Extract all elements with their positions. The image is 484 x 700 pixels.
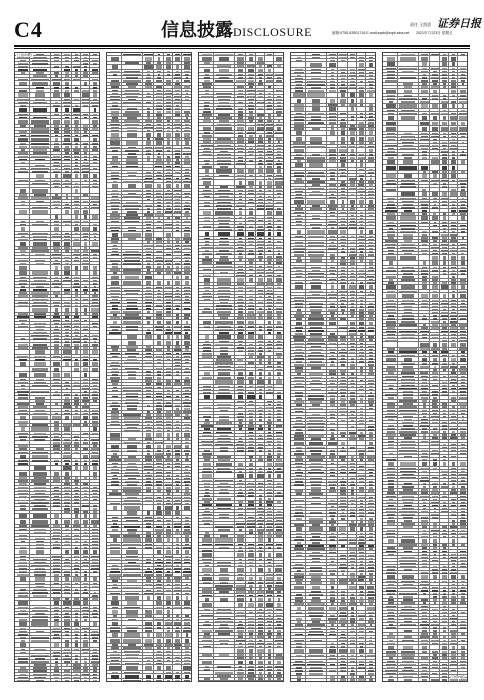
table-column-5	[382, 52, 468, 682]
table-column-2	[106, 52, 192, 682]
masthead-rule	[14, 45, 470, 47]
table-rows	[199, 53, 283, 682]
table-row	[15, 679, 99, 682]
issue-date: 2021年7月23日 星期五	[416, 31, 453, 35]
section-title-en: DISCLOSURE	[233, 25, 313, 39]
paper-logo: 证券日报	[437, 17, 481, 30]
table-rows	[291, 53, 375, 682]
table-column-1	[14, 52, 100, 682]
disclosure-tables	[14, 52, 470, 682]
continuation-note: (下转C5版)	[450, 675, 465, 679]
masthead	[14, 17, 481, 44]
table-rows	[15, 53, 99, 682]
table-row	[199, 681, 283, 682]
table-row	[291, 679, 375, 682]
contact-info: 邮箱:0755-83501716 E-mail:zqsb@zqrb.sina.net	[332, 31, 410, 35]
table-row	[107, 679, 191, 682]
table-column-4	[290, 52, 376, 682]
continuation-note: (上接C3版)	[17, 53, 32, 57]
section-title-cn: 信息披露	[161, 20, 233, 41]
section-title	[161, 20, 312, 43]
table-column-3	[198, 52, 284, 682]
masthead-rule-thin	[14, 48, 470, 49]
table-rows	[107, 53, 191, 682]
table-rows	[383, 53, 467, 682]
page-number: C4	[14, 17, 43, 42]
editor-credit: 责任 王凯恩	[410, 22, 432, 27]
